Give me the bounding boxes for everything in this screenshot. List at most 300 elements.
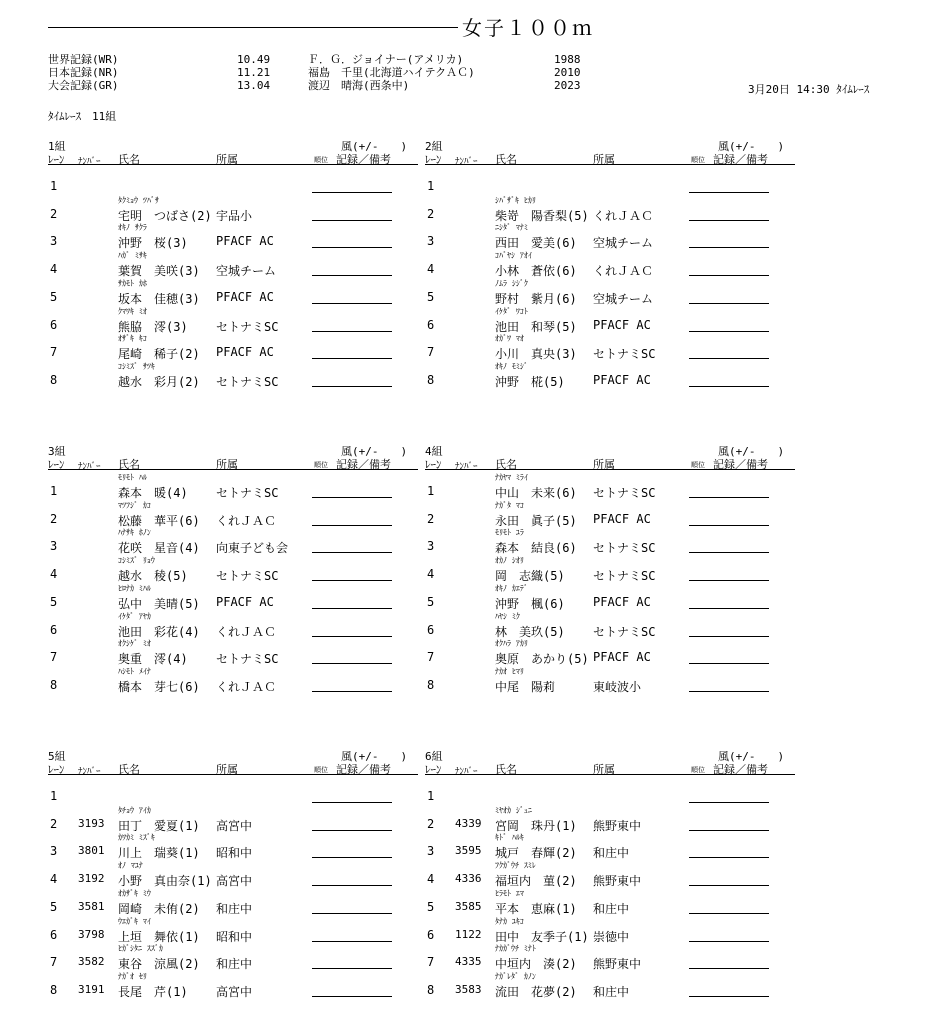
table-row [425,778,795,806]
table-row [48,196,418,224]
athlete-affiliation: PFACF AC [216,594,274,609]
athlete-kana: ｺｼﾐｽﾞ ﾘｮｳ [118,556,155,566]
header-affiliation: 所属 [593,153,615,166]
lane-number: 4 [50,872,58,887]
athlete-name: 宮岡 珠丹(1) [495,818,577,833]
table-row [425,279,795,307]
record-blank [312,497,392,498]
athlete-kana: ｵｷﾉ ｻｸﾗ [118,223,147,233]
athlete-affiliation: セトナミSC [216,486,279,500]
athlete-name: 中垣内 湊(2) [495,957,577,972]
lane-number: 8 [427,677,435,692]
header-number: ﾅﾝﾊﾞｰ [78,767,101,777]
record-blank [312,303,392,304]
header-rank: 順位 [314,766,328,774]
record-time: 10.49 [237,53,271,66]
header-rule [48,774,418,775]
header-affiliation: 所属 [216,763,238,776]
record-blank [312,525,392,526]
lane-number: 6 [427,622,435,637]
athlete-kana: ｵｶﾉ ｼｵﾘ [495,556,524,566]
bib-number: 3582 [78,955,105,969]
lane-number: 2 [50,206,58,221]
table-row [48,528,418,556]
record-blank [312,192,392,193]
header-record: 記録／備考 [336,458,391,471]
table-row [425,168,795,196]
athlete-kana: ｲｹﾀﾞ ﾜｺﾄ [495,306,528,316]
wind-label: 風(+/- ) [341,750,408,763]
athlete-affiliation: 高宮中 [216,874,253,889]
wind-label: 風(+/- ) [341,445,408,458]
lane-number: 6 [50,927,58,942]
lane-number: 6 [427,927,435,942]
athlete-name: 野村 紫月(6) [495,291,577,306]
athlete-affiliation: 和庄中 [216,901,253,916]
bib-number: 3585 [455,899,482,913]
table-row [48,806,418,834]
athlete-affiliation: PFACF AC [593,372,651,387]
athlete-kana: ｳｴｶﾞｷ ﾏｲ [118,916,151,926]
athlete-kana: ﾅｶｵ ﾋﾏﾘ [495,666,524,676]
athlete-kana: ｲｹﾀﾞ ｱﾔｶ [118,611,151,621]
lane-number: 5 [50,899,58,914]
athlete-kana: ﾊﾅｻｷ ﾎﾉﾝ [118,528,151,538]
lane-number: 7 [50,345,58,360]
athlete-affiliation: セトナミSC [593,486,656,500]
record-blank [689,636,769,637]
athlete-name: 越水 彩月(2) [118,374,200,389]
table-row [425,196,795,224]
athlete-kana: ｵｶｻﾞｷ ﾐｳ [118,888,151,898]
athlete-affiliation: 高宮中 [216,818,253,833]
athlete-affiliation: 向東子ども会 [216,541,289,556]
lane-number: 8 [427,982,435,997]
bib-number: 3801 [78,844,105,858]
table-row [425,556,795,584]
record-blank [689,497,769,498]
record-blank [689,303,769,304]
record-blank [689,996,769,997]
bib-number: 3192 [78,872,105,886]
athlete-affiliation: 和庄中 [593,984,630,999]
athlete-affiliation: セトナミSC [593,541,656,556]
record-blank [689,331,769,332]
athlete-affiliation: セトナミSC [216,319,279,334]
lane-number: 4 [50,262,58,277]
table-row [425,223,795,251]
athlete-affiliation: 熊野東中 [593,874,642,889]
table-row [425,861,795,889]
lane-number: 1 [427,484,435,498]
table-row [48,667,418,695]
header-rule [425,469,795,470]
lane-number: 5 [427,289,435,304]
athlete-name: 葉賀 美咲(3) [118,264,200,279]
record-blank [312,358,392,359]
athlete-name: 熊脇 澪(3) [118,319,188,334]
record-blank [312,331,392,332]
athlete-name: 長尾 芹(1) [118,984,188,999]
athlete-affiliation: PFACF AC [593,317,651,332]
table-row [48,223,418,251]
athlete-affiliation: 和庄中 [216,957,253,972]
record-blank [312,913,392,914]
header-rule [48,164,418,165]
header-record: 記録／備考 [336,153,391,166]
athlete-name: 岡 志織(5) [495,569,565,584]
athlete-name: 橋本 芽七(6) [118,679,200,694]
record-blank [312,220,392,221]
header-name: 氏名 [118,153,140,166]
record-time: 13.04 [237,79,271,92]
athlete-name: 川上 瑞葵(1) [118,846,200,861]
athlete-kana: ｵｸﾊﾗ ｱｶﾘ [495,639,528,649]
header-number: ﾅﾝﾊﾞｰ [455,767,478,777]
table-row [48,473,418,501]
athlete-kana: ｷﾄﾞ ﾊﾙｷ [495,833,524,843]
record-label: 大会記録(GR) [48,79,119,92]
athlete-affiliation: PFACF AC [593,650,651,665]
lane-number: 3 [50,234,58,249]
athlete-name: 東谷 涼風(2) [118,957,200,972]
record-label: 日本記録(NR) [48,66,119,79]
table-row [48,501,418,529]
table-row [48,972,418,1000]
table-row [425,334,795,362]
record-blank [689,552,769,553]
table-row [48,917,418,945]
athlete-name: 沖野 楓(6) [495,596,565,611]
bib-number: 4339 [455,816,482,830]
record-blank [689,968,769,969]
table-row [425,612,795,640]
record-label: 世界記録(WR) [48,53,119,66]
lane-number: 5 [50,594,58,609]
group-label: 5組 [48,750,66,763]
table-row [425,473,795,501]
athlete-kana: ﾋﾗﾓﾄ ｴﾏ [495,888,524,898]
record-blank [312,552,392,553]
lane-number: 4 [427,567,435,582]
lane-number: 7 [427,345,435,360]
table-row [425,944,795,972]
record-blank [689,913,769,914]
table-row [48,334,418,362]
athlete-affiliation: くれＪＡＣ [216,513,277,528]
table-row [425,833,795,861]
athlete-affiliation: くれＪＡＣ [216,624,277,639]
lane-number: 8 [50,982,58,997]
header-name: 氏名 [118,763,140,776]
record-blank [689,247,769,248]
athlete-kana: ﾋｶﾞｼﾀﾆ ｽｽﾞｶ [118,944,163,954]
record-blank [312,802,392,803]
group-block [48,443,418,713]
table-row [425,362,795,390]
athlete-name: 沖野 桜(3) [118,236,188,251]
athlete-name: 松藤 華平(6) [118,513,200,528]
athlete-kana: ｼﾊﾞｻﾞｷ ﾋｶﾘ [495,195,536,205]
athlete-name: 流田 花夢(2) [495,984,577,999]
group-block [425,138,795,408]
group-label: 6組 [425,750,443,763]
table-row [48,168,418,196]
lane-number: 3 [427,539,435,554]
header-name: 氏名 [495,458,517,471]
athlete-kana: ﾅｶﾔﾏ ﾐﾗｲ [495,473,528,482]
title-rule [48,27,458,28]
record-holder: Ｆ．Ｇ．ジョイナー(アメリカ) [308,53,464,66]
header-number: ﾅﾝﾊﾞｰ [78,462,101,472]
bib-number: 4336 [455,872,482,886]
athlete-kana: ﾅｶﾞﾚﾀﾞ ｶﾉﾝ [495,971,536,981]
wind-label: 風(+/- ) [718,750,785,763]
athlete-kana: ﾏﾂﾌｼﾞ ｶｺ [118,500,151,510]
athlete-affiliation: 高宮中 [216,984,253,999]
record-blank [312,663,392,664]
table-row [48,584,418,612]
athlete-kana: ﾓﾘﾓﾄ ﾕﾗ [495,528,524,538]
header-affiliation: 所属 [593,763,615,776]
group-label: 4組 [425,445,443,458]
table-row [48,362,418,390]
header-lane: ﾚｰﾝ [425,763,442,776]
lane-number: 8 [427,372,435,387]
athlete-kana: ｻｶﾓﾄ ｶﾎ [118,278,147,288]
table-row [48,307,418,335]
athlete-affiliation: セトナミSC [593,569,656,584]
lane-number: 2 [427,511,435,526]
lane-number: 1 [50,789,58,803]
athlete-kana: ｺｼﾐｽﾞ ｻﾂｷ [118,361,155,371]
bib-number: 1122 [455,927,482,941]
record-holder: 渡辺 晴海(西条中) [308,79,410,92]
group-block [425,443,795,713]
athlete-affiliation: 昭和中 [216,846,253,861]
lane-number: 5 [427,594,435,609]
record-blank [689,857,769,858]
lane-number: 3 [50,539,58,554]
lane-number: 2 [50,816,58,831]
athlete-name: 弘中 美晴(5) [118,596,200,611]
athlete-name: 柴嵜 陽香梨(5) [495,208,589,223]
athlete-affiliation: 空城チーム [216,264,277,279]
record-blank [689,691,769,692]
athlete-kana: ｵﾉ ﾏﾕﾅ [118,861,143,871]
table-row [48,556,418,584]
table-row [48,639,418,667]
event-title: 女子１００ｍ [462,16,594,40]
athlete-kana: ﾐﾔｵｶ ｼﾞｭﾆ [495,805,532,815]
table-row [425,972,795,1000]
athlete-name: 西田 愛美(6) [495,236,577,251]
table-row [425,584,795,612]
athlete-affiliation: 昭和中 [216,929,253,944]
record-blank [312,996,392,997]
record-blank [312,830,392,831]
athlete-affiliation: セトナミSC [216,374,279,389]
athlete-affiliation: PFACF AC [216,289,274,304]
wind-label: 風(+/- ) [718,140,785,153]
lane-number: 1 [50,179,58,193]
athlete-name: 上垣 舞依(1) [118,929,200,944]
header-number: ﾅﾝﾊﾞｰ [455,157,478,167]
table-row [425,917,795,945]
record-blank [689,220,769,221]
record-blank [689,580,769,581]
group-label: 2組 [425,140,443,153]
record-blank [312,885,392,886]
athlete-name: 沖野 椛(5) [495,374,565,389]
athlete-name: 越水 稜(5) [118,569,188,584]
wind-label: 風(+/- ) [718,445,785,458]
header-lane: ﾚｰﾝ [48,763,65,776]
group-block [48,748,418,1018]
athlete-affiliation: PFACF AC [216,345,274,360]
record-blank [312,636,392,637]
record-blank [312,580,392,581]
athlete-affiliation: 和庄中 [593,901,630,916]
header-number: ﾅﾝﾊﾞｰ [455,462,478,472]
athlete-name: 花咲 星音(4) [118,541,200,556]
athlete-affiliation: くれＪＡＣ [216,679,277,694]
athlete-kana: ﾌｸｶﾞｳﾁ ｽﾐﾚ [495,861,536,871]
athlete-name: 岡崎 未侑(2) [118,901,200,916]
athlete-affiliation: PFACF AC [216,234,274,249]
lane-number: 2 [50,511,58,526]
header-rule [425,774,795,775]
athlete-name: 森本 結良(6) [495,541,577,556]
table-row [425,251,795,279]
athlete-name: 奥原 あかり(5) [495,652,589,667]
athlete-kana: ﾅｶﾞｵ ｾﾘ [118,971,147,981]
athlete-affiliation: PFACF AC [593,511,651,526]
table-row [425,667,795,695]
athlete-name: 小川 真央(3) [495,347,577,362]
athlete-affiliation: 和庄中 [593,846,630,861]
header-lane: ﾚｰﾝ [48,153,65,166]
bib-number: 3798 [78,927,105,941]
athlete-kana: ｵｷﾉ ｶｴﾃﾞ [495,583,528,593]
athlete-kana: ﾊｶﾞ ﾐｻｷ [118,251,147,261]
group-block [425,748,795,1018]
lane-number: 1 [427,179,435,193]
record-year: 1988 [554,53,581,66]
athlete-kana: ｵｷﾉ ﾓﾐｼﾞ [495,361,528,371]
record-blank [689,358,769,359]
athlete-affiliation: 崇徳中 [593,929,630,944]
record-blank [312,608,392,609]
table-row [425,639,795,667]
header-name: 氏名 [495,153,517,166]
record-blank [689,192,769,193]
athlete-affiliation: くれＪＡＣ [593,208,654,223]
lane-number: 6 [427,317,435,332]
athlete-name: 奥重 澪(4) [118,652,188,667]
athlete-name: 永田 眞子(5) [495,513,577,528]
header-rank: 順位 [691,461,705,469]
athlete-name: 池田 和琴(5) [495,319,577,334]
record-year: 2010 [554,66,581,79]
header-affiliation: 所属 [216,458,238,471]
athlete-kana: ﾓﾘﾓﾄ ﾊﾙ [118,473,147,482]
athlete-affiliation: 宇品小 [216,208,253,223]
record-year: 2023 [554,79,581,92]
athlete-name: 小林 蒼依(6) [495,264,577,279]
table-row [48,279,418,307]
header-record: 記録／備考 [713,458,768,471]
athlete-affiliation: 熊野東中 [593,957,642,972]
lane-number: 3 [50,844,58,859]
athlete-affiliation: セトナミSC [593,624,656,639]
record-blank [312,275,392,276]
athlete-kana: ｵｻﾞｷ ｷｺ [118,334,147,344]
athlete-name: 池田 彩花(4) [118,624,200,639]
athlete-kana: ﾋﾛﾅｶ ﾐﾊﾙ [118,583,151,593]
athlete-kana: ｵｸｼｹﾞ ﾐｵ [118,639,151,649]
athlete-affiliation: 空城チーム [593,291,654,306]
header-rank: 順位 [691,766,705,774]
header-rule [48,469,418,470]
lane-number: 2 [427,206,435,221]
lane-number: 7 [50,650,58,665]
bib-number: 3193 [78,816,105,830]
athlete-name: 中山 未来(6) [495,486,577,500]
lane-number: 7 [427,955,435,970]
athlete-kana: ﾀﾁｮｳ ｱｲｶ [118,805,151,815]
record-blank [689,663,769,664]
header-rank: 順位 [314,156,328,164]
athlete-kana: ﾆｼﾀﾞ ﾏﾅﾐ [495,223,528,233]
record-blank [312,247,392,248]
header-name: 氏名 [495,763,517,776]
table-row [48,833,418,861]
lane-number: 1 [50,484,58,498]
athlete-affiliation: くれＪＡＣ [593,264,654,279]
athlete-affiliation: 空城チーム [593,236,654,251]
athlete-affiliation: PFACF AC [593,594,651,609]
athlete-affiliation: セトナミSC [593,347,656,362]
athlete-kana: ｺﾊﾞﾔｼ ｱｵｲ [495,251,532,261]
header-record: 記録／備考 [713,153,768,166]
table-row [48,778,418,806]
athlete-name: 田丁 愛夏(1) [118,818,200,833]
table-row [425,307,795,335]
athlete-name: 坂本 佳穂(3) [118,291,200,306]
athlete-name: 田中 友季子(1) [495,929,589,944]
table-row [425,806,795,834]
table-row [48,944,418,972]
group-block [48,138,418,408]
record-blank [312,386,392,387]
wind-label: 風(+/- ) [341,140,408,153]
lane-number: 6 [50,317,58,332]
lane-number: 3 [427,844,435,859]
lane-number: 4 [427,872,435,887]
record-blank [689,525,769,526]
record-blank [689,608,769,609]
header-number: ﾅﾝﾊﾞｰ [78,157,101,167]
lane-number: 5 [427,899,435,914]
lane-number: 8 [50,372,58,387]
group-label: 1組 [48,140,66,153]
bib-number: 3595 [455,844,482,858]
athlete-affiliation: セトナミSC [216,652,279,667]
athlete-name: 城戸 春輝(2) [495,846,577,861]
lane-number: 5 [50,289,58,304]
header-rule [425,164,795,165]
